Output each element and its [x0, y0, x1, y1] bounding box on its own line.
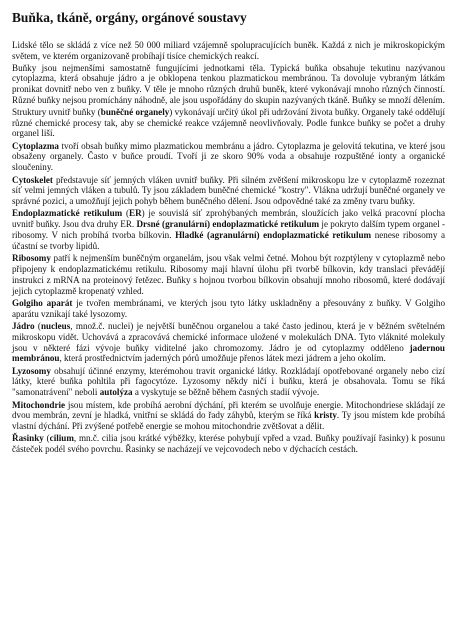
text-run: je tvořen membránami, ve kterých jsou tyto látky uskladněny a přesouvány z buňky. V Golgiho aparátu vznikají také lysozomy. [12, 297, 445, 319]
bold-term: Řasinky [12, 433, 44, 444]
paragraph [12, 107, 445, 139]
bold-term: ER [129, 208, 142, 219]
text-run: ( [122, 208, 129, 219]
bold-term: cilium [49, 433, 74, 444]
bold-term: Lyzosomy [12, 365, 51, 376]
paragraph [12, 63, 445, 106]
bold-term: jadernou membránou [12, 342, 445, 364]
paragraph [12, 321, 445, 364]
text-run: obsahují účinné enzymy, kterémohou travit organické látky. Rozkládají opotřebované organely nebo cizí látky, které buňka pohltila při fagocytóze. Lyzosomy někdy ničí i buňku, která je obsahovala. Tomu se říká "samonatrávení" neboli [12, 365, 445, 398]
bold-term: kristy [314, 410, 337, 421]
paragraph [12, 141, 445, 173]
text-run: nenese ribosomy a účastní se tvorby lipidů. [12, 230, 446, 251]
bold-term: Drsné (granulární) endoplazmatické retikulum [136, 219, 320, 230]
paragraph [12, 400, 445, 432]
text-run: je pokryto dalším typem organel - ribosomy. V nich probíhá tvorba bílkovin. [12, 219, 445, 241]
paragraph [12, 175, 445, 207]
text-run: Struktury uvnitř buňky ( [12, 106, 101, 117]
paragraph [12, 253, 445, 296]
bold-term: autolýza [99, 387, 133, 398]
paragraph [12, 298, 445, 320]
text-run: . Ty jsou místem kde probíhá vlastní dýchání. Při zvýšené potřebě energie se mohou mitochondrie zvětšovat a dělit. [12, 410, 445, 432]
bold-term: buněčné organely [100, 106, 170, 117]
text-run: Buňky jsou nejmenšími samostatně fungujícími jednotkami těla. Typická buňka obsahuje tekutinu nazývanou cytoplazma, která obsahuje jádro a je obklopena tenkou plazmatickou membránou. Ta dovoluje vybraným látkám pronikat dovnitř nebo ven z buňky. V těle je mnoho různých druhů buněk, které vykonávají mnoho různých činností. Různé buňky nejsou promíchány náhodně, ale jsou uspořádány do skupin nazývaných tkáně. Buňky se množí dělením. [12, 62, 445, 105]
paragraph [12, 40, 445, 62]
text-run: představuje síť jemných vláken uvnitř buňky. Při silném zvětšení mikroskopu lze v cytoplazmě rozeznat síť velmi jemných vláken a tubulů. Ty jsou základem buněčné chemické "kostry". Vlákna udržují buněčné organely ve správné pozici, a umožňují jejich pohyb během buněčného dělení. Jsou odpovědné také za změny tvaru buňky. [12, 174, 445, 207]
text-run: ( [34, 320, 41, 331]
bold-term: Jádro [12, 320, 35, 331]
document-body [12, 40, 445, 456]
bold-term: Golgiho aparát [12, 297, 73, 308]
text-run: ( [43, 433, 50, 444]
bold-term: Endoplazmatické retikulum [12, 208, 123, 219]
text-run: patří k nejmenším buněčným organelám, jsou však velmi četné. Mohou být rozptýleny v cytoplazmě nebo připojeny k endoplazmatickému retikulu. Ribosomy mají hlavní úlohu při tvorbě bílkovin, kdy translaci převádějí instrukci z mRNA na proteinový řetězec. Buňky s hojnou tvorbou bílkovin obsahují mnoho ribosomů, které dodávají jejich cytoplazmě kropenatý vzhled. [12, 253, 445, 296]
text-run: , mn.č. cilia jsou krátké výběžky, kterése pohybují vpřed a vzad. Buňky používají řasinky) k posunu částeček podél svého povrchu. Řasinky se nacházejí ve vejcovodech nebo v dýchacích cestách. [12, 433, 445, 455]
paragraph [12, 208, 445, 251]
text-run: Lidské tělo se skládá z více než 50 000 miliard vzájemně spolupracujících buněk. Každá z nich je mikroskopickým světem, ve kterém organizovaně probíhají tisíce chemických reakcí. [12, 40, 445, 61]
paragraph [12, 433, 445, 455]
bold-term: Cytoplazma [12, 140, 59, 151]
text-run: , která prostřednictvím jaderných pórů umožňuje přenos látek mezi jádrem a jeho okolím. [59, 353, 386, 364]
text-run: ) je souvislá síť zprohýbaných membrán, sloužících jako velká pracovní plocha uvnitř buňky. Jsou dva druhy ER. [12, 208, 445, 230]
text-run: tvoří obsah buňky mimo plazmatickou membránu a jádro. Cytoplazma je gelovitá tekutina, ve které jsou obsaženy organely. Často v buňce proudí. Tvoří ji ze skoro 90% voda a obsahuje rozpuštěné ionty a organické sloučeniny. [12, 140, 445, 173]
bold-term: Hladké (agranulární) endoplazmatické retikulum [175, 230, 372, 241]
bold-term: Mitochondrie [12, 399, 66, 410]
text-run: jsou místem, kde probíhá aerobní dýchání, při kterém se uvolňuje energie. Mitochondriese skládají ze dvou membrán, zevní je hladká, vnitřní se skládá do řady záhybů, kterým se říká [12, 399, 445, 421]
text-run: a vyskytuje se běžně během časných stadií vývoje. [132, 387, 320, 398]
bold-term: nucleus [40, 320, 71, 331]
text-run: ) vykonávají určitý úkol při udržování života buňky. Organely také oddělují různé chemické procesy tak, aby se chemické reakce vzájemně neovlivňovaly. Podle funkce buňky se počet a druhy organel liší. [12, 106, 445, 139]
text-run: , množ.č. nuclei) je největší buněčnou organelou a také často jedinou, která je v běžném světelném mikroskopu vidět. Uchovává a zpracovává chemické informace uložené v molekulách DNA. Tyto vláknité molekuly jsou v některé fázi vývoje buňky viditelné jako chromozomy. Jádro je od cytoplazmy odděleno [12, 320, 445, 353]
bold-term: Cytoskelet [12, 174, 53, 185]
bold-term: Ribosomy [12, 253, 51, 264]
page-title: Buňka, tkáně, orgány, orgánové soustavy [12, 10, 247, 25]
paragraph [12, 366, 445, 398]
